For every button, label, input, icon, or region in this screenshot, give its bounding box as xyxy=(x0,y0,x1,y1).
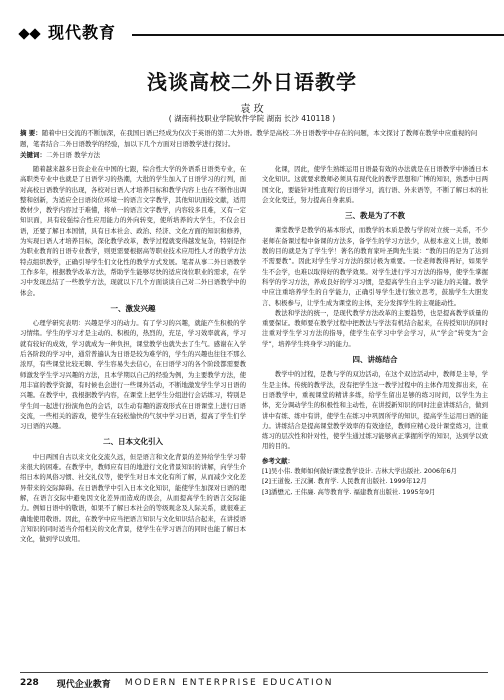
keywords-text: 二外日语 教学方法 xyxy=(46,151,101,159)
keywords xyxy=(20,150,488,161)
abstract-block xyxy=(20,128,488,161)
article-affiliation: ( 湖南科技职业学院软件学院 湖南 长沙 410118 ) xyxy=(168,114,336,123)
intro-paragraph: 随着越来越多日资企业在中国的七跟，综合性大学的外语系日语类专业，在高职类专业中也就是了日语学习的热潮，大批的学生加入了日语学习的行列，面对高校日语教学的出现，各校对日语人才培养目标和教学内容上也在不断作出调整和创新，为适应全日语岗位环境一的语言文字教学，其他知识面较文献，适用教材少，教学内容过于难懂，将单一的语言文字教学，内容较多且难，又有一定知识面，具有较强综合性应用能力的外向转变，使所培养的大学生，不仅会日语，还要了解日本国情，具有日本社会、政治、经济、文化方面的知识和修养，为实现日语人才培养目标，深化教学改革，教学过程就变得越发复杂，特别是作为职业教育的日语专业教学，则更需要根据高等职业技术应用性人才的教学方法特点组织教学，正确引导学生们文化性的教学方式发展。笔者从事二外日语教学工作多年，根据教学改革方法，帮助学生能够尽快的适应岗位职业的需求，在学习中发现总结了一些教学方法，现就以下几个方面谈谈自己对二外日语教学中的体会。 xyxy=(20,165,246,297)
references xyxy=(262,456,488,497)
heading-practice: 四、讲练结合 xyxy=(352,355,398,365)
heading-interest: 一、激发兴趣 xyxy=(110,303,156,313)
keywords-label: 关键词： xyxy=(20,151,46,159)
heading-culture: 二、日本文化引入 xyxy=(103,437,163,447)
journal-name-cn: 现代企业教育 xyxy=(56,679,111,690)
article-title: 浅谈高校二外日语教学 xyxy=(147,70,357,94)
section-bullet-icon xyxy=(20,23,42,42)
method-paragraph: 课堂教学是教学的基本形式，而教学的本质是教与学的对立统一关系，不少老师在备课过程中备课的方法多，备学生的学习方法少，从根本意义上讲，教师教的目的就是为了学生学！著名的教育家叶圣陶先生说：“教的目的是为了达到不需要教”。因此对学生学习方法的探讨极为重要。一位老师教得再好，如果学生不会学，也难以取得好的教学效果。对学生进行学习方法的指导，使学生掌握科学的学习方法，养成良好的学习习惯，是提高学生自主学习能力的关键。教学中应注重培养学生的自学能力，正确引导学生进行独立思考，鼓励学生大胆发言、积极参与，让学生成为课堂的主体，充分发挥学生的主观能动性。 xyxy=(262,226,488,307)
reference-item: [2]王道俊, 王汉澜. 教育学. 人民教育出版社. 1999年12月 xyxy=(262,477,427,486)
header-rule xyxy=(132,34,504,36)
abstract xyxy=(20,128,488,150)
practice-paragraph: 教学中的过程，是教与学的双边活动，在这个双边活动中，教师是主导，学生是主体。传统的教学法，没有把学生这一教学过程中的主体作用发挥出来，在日语教学中，重视课堂的精讲多练，给学生留出足够的练习时间，以学生为主体，充分调动学生的积极性和主动性，在讲授新知识的同时注意讲练结合，做到讲中有练、练中有讲，使学生在练习中巩固所学的知识，提高学生运用日语的能力。讲练结合是提高课堂教学效率的有效途径，教师应精心设计课堂练习，注重练习的层次性和针对性，使学生通过练习能够真正掌握所学的知识，达到学以致用的目的。 xyxy=(262,370,488,451)
references-title: 参考文献： xyxy=(262,456,294,465)
right-column xyxy=(262,164,488,662)
culture-paragraph: 中日两国自古以来文化交流久远，但是语言和文化背景的差异给学生学习带来很大的困难。在教学中，教师应有目的地进行文化背景知识的讲解，向学生介绍日本的风俗习惯、社交礼仪等，使学生对日本文化有所了解，从而减少文化差异带来的交际障碍。在日语教学中引入日本文化知识，能使学生加深对日语的理解，在语言交际中避免因文化差异而造成的误会，从而提高学生的语言交际能力。例如日语中的敬语，如果不了解日本社会的等级观念及人际关系，就很难正确地使用敬语。因此，在教学中应当把语言知识与文化知识结合起来，在讲授语言知识的同时适当介绍相关的文化背景，使学生在学习语言的同时也能了解日本文化，做到学以致用。 xyxy=(20,452,246,544)
abstract-label: 摘 要： xyxy=(20,129,42,137)
reference-item: [1]吴小伟. 教师如何做好课堂教学设计. 吉林大学出版社. 2006年6月 xyxy=(262,467,457,476)
section-title: 现代教育 xyxy=(48,23,117,42)
culture-paragraph-cont: 化课，因此，使学生熟练运用日语最有效的办法就是在日语教学中渗透日本文化知识。这就要求教师必须具有现代化的教学思想和广博的知识，熟悉中日两国文化，要能针对性直观行的日语学习，流行语、外来语等，不断了解日本的社会文化变迁，努力提高自身素质。 xyxy=(262,165,488,204)
journal-name-en: MODERN ENTERPRISE EDUCATION xyxy=(124,678,334,688)
journal-section-header xyxy=(0,0,504,50)
heading-teach-to-not-teach: 三、教是为了不教 xyxy=(345,211,405,221)
page-footer xyxy=(20,672,488,693)
article-body xyxy=(20,164,488,662)
method-paragraph-2: 教法和学法的统一，是现代教学方法改革的主要趋势，也是提高教学质量的重要保证。教师要在教学过程中把教法与学法有机结合起来，在传授知识的同时注重对学生学习方法的指导，使学生在学习中学会学习，从“学会”转变为“会学”，培养学生终身学习的能力。 xyxy=(262,308,488,348)
reference-item: [3]潘懋元, 王伟廉. 高等教育学. 福建教育出版社. 1995年9月 xyxy=(262,487,436,496)
page-number: 228 xyxy=(20,678,39,688)
abstract-text: 随着中日交流的不断加深，在我国日语已经成为仅次于英语的第二大外语。教学是高校二外日语教学中存在的问题，本文探讨了教师在教学中应重视的问题，笔者结合二外日语教学的经验，加以下几个方面对日语教学进行探讨。 xyxy=(20,129,478,148)
article-author: 袁 玫 xyxy=(240,104,264,115)
interest-paragraph: 心理学研究表明：兴趣是学习的动力。有了学习的兴趣，就能产生积极的学习情绪。学生的学习才是主动的、积极的，热烈的，充足，学习效率就高，学习就有较好的成效，学习就成为一种负担，课堂教学也就失去了生气。感谢在入学后各阶段的学习中，通常普遍认为日语是较为难学的，学生的兴趣也往往不那么浓厚，有些课堂比较无聊、学生容易失去信心，在日语学习的各个阶段都需要教师激发学生学习兴趣的方法，且本学期以自己的经验为例，为主要教学方法，使用丰富的教学资源，有时候也会进行一些课外活动，不断地激发学生学习日语的兴趣。在教学中，我根据教学内容，在课堂上把学生分组进行会话练习，特别是学生间一起进行扮演角色的会话，以生动有趣的游戏形式在日语课堂上进行日语交流，一些相关的游戏，使学生在轻松愉快的气氛中学习日语，提高了学生们学习日语的兴趣。 xyxy=(20,319,246,431)
left-column xyxy=(20,164,246,662)
